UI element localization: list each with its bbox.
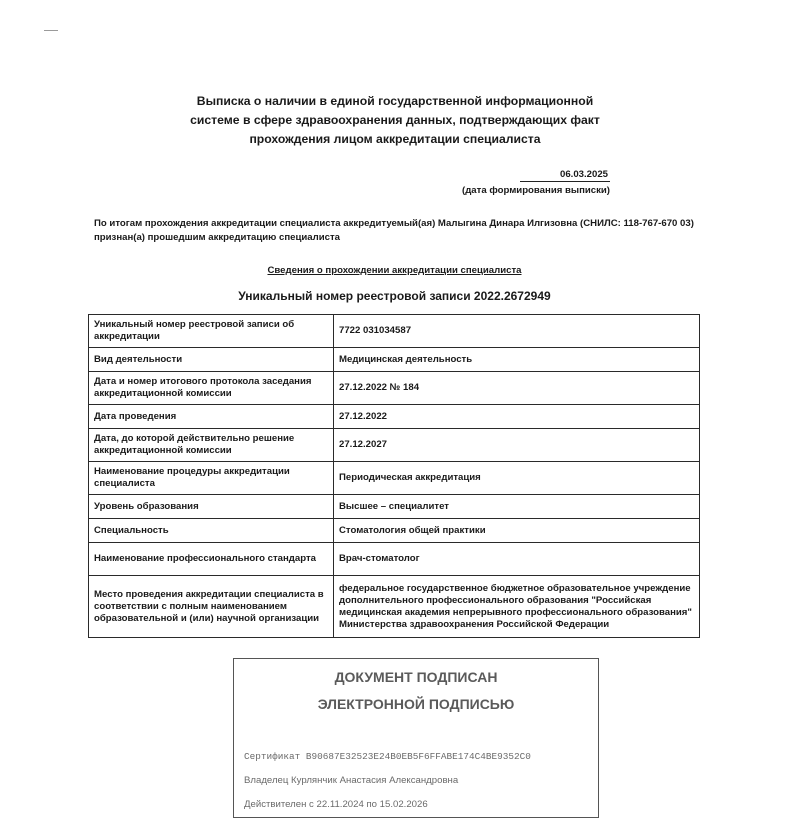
stamp-title-line-1: ДОКУМЕНТ ПОДПИСАН	[334, 669, 498, 685]
accreditation-table	[88, 314, 700, 638]
table-row	[89, 576, 700, 638]
table-row	[89, 372, 700, 405]
table-row	[89, 348, 700, 372]
row-value: Высшее – специалитет	[334, 495, 700, 519]
scan-mark	[44, 30, 58, 31]
stamp-title-line-2: ЭЛЕКТРОННОЙ ПОДПИСЬЮ	[317, 696, 515, 712]
row-label: Дата, до которой действительно решение аккредитационной комиссии	[89, 429, 334, 462]
table-row	[89, 519, 700, 543]
row-value: 7722 031034587	[334, 315, 700, 348]
registry-number: Уникальный номер реестровой записи 2022.2672949	[238, 289, 551, 303]
title-line-3: прохождения лицом аккредитации специалиста	[249, 132, 541, 146]
table-row	[89, 429, 700, 462]
section-heading: Сведения о прохождении аккредитации специалиста	[267, 265, 522, 276]
row-value: 27.12.2022	[334, 405, 700, 429]
row-label: Вид деятельности	[89, 348, 334, 372]
row-label: Уникальный номер реестровой записи об аккредитации	[89, 315, 334, 348]
row-value: Периодическая аккредитация	[334, 462, 700, 495]
row-label: Уровень образования	[89, 495, 334, 519]
row-value: Врач-стоматолог	[334, 543, 700, 576]
row-value: Медицинская деятельность	[334, 348, 700, 372]
row-label: Наименование процедуры аккредитации специалиста	[89, 462, 334, 495]
table-row	[89, 462, 700, 495]
row-label: Специальность	[89, 519, 334, 543]
row-value: федеральное государственное бюджетное образовательное учреждение дополнительного профессионального образования "Российская медицинская академия непрерывного профессионального образования" Министерства здравоохранения Российской Федерации	[334, 576, 700, 638]
table-row	[89, 543, 700, 576]
intro-text: По итогам прохождения аккредитации специалиста аккредитуемый(ая) Малыгина Динара Илгизовна (СНИЛС: 118-767-670 03) признан(а) прошедшим аккредитацию специалиста	[94, 218, 694, 243]
electronic-signature-stamp	[233, 658, 599, 818]
document-title	[170, 92, 620, 149]
title-line-2: системе в сфере здравоохранения данных, подтверждающих факт	[190, 113, 600, 127]
row-label: Наименование профессионального стандарта	[89, 543, 334, 576]
row-value: Стоматология общей практики	[334, 519, 700, 543]
formation-date-caption: (дата формирования выписки)	[462, 185, 610, 196]
table-row	[89, 405, 700, 429]
row-value: 27.12.2022 № 184	[334, 372, 700, 405]
title-line-1: Выписка о наличии в единой государственной информационной	[196, 94, 594, 108]
stamp-certificate: Сертификат B90687E32523E24B0EB5F6FFABE174C4BE9352C0	[244, 751, 531, 762]
row-label: Дата проведения	[89, 405, 334, 429]
table-row	[89, 315, 700, 348]
formation-date: 06.03.2025	[520, 169, 610, 182]
row-value: 27.12.2027	[334, 429, 700, 462]
row-label: Дата и номер итогового протокола заседания аккредитационной комиссии	[89, 372, 334, 405]
table-row	[89, 495, 700, 519]
row-label: Место проведения аккредитации специалиста в соответствии с полным наименованием образовательной и (или) научной организации	[89, 576, 334, 638]
formation-date-block	[440, 169, 610, 196]
stamp-owner: Владелец Курлянчик Анастасия Александровна	[244, 775, 459, 786]
stamp-validity: Действителен с 22.11.2024 по 15.02.2026	[244, 799, 428, 810]
